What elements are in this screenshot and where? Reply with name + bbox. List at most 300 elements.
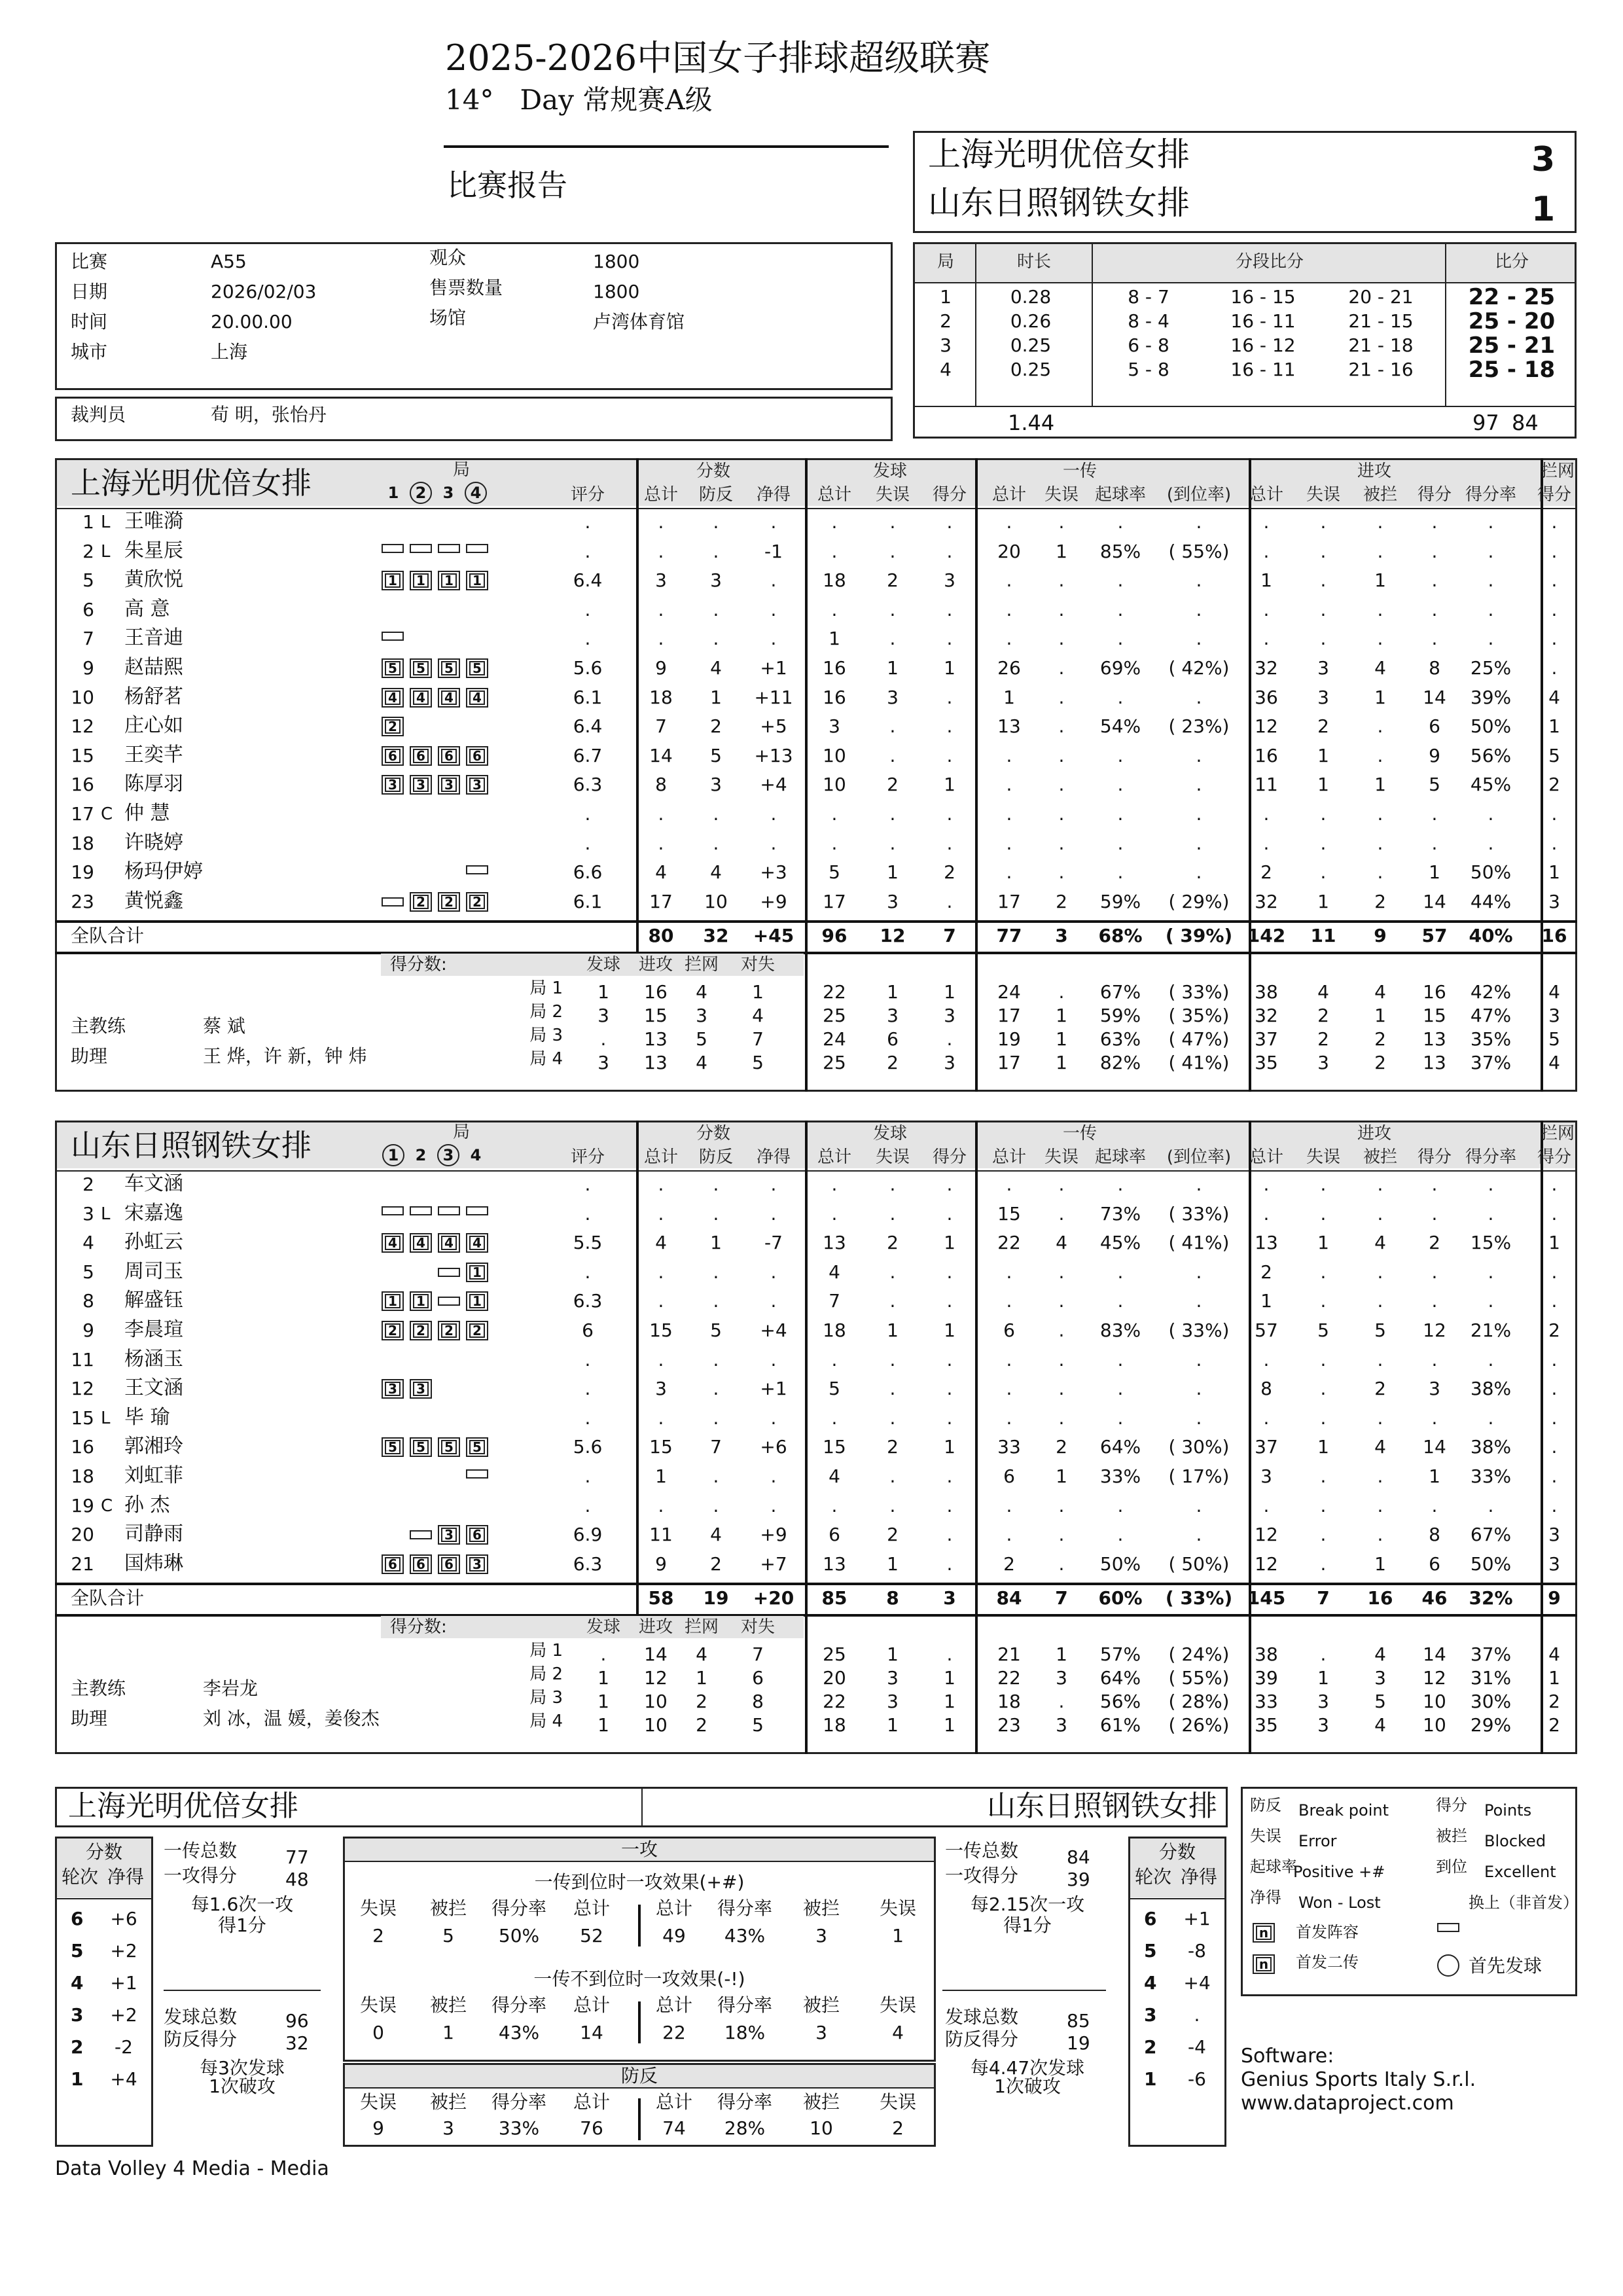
player-stat: .	[889, 715, 896, 738]
player-stat: .	[658, 1261, 664, 1283]
points-col-header: 发球	[586, 955, 620, 975]
player-stat: 1	[944, 774, 955, 796]
set-stat-value: 4	[1317, 981, 1329, 1003]
rotation-title: 分数	[85, 1841, 122, 1863]
player-stat: 8	[1429, 1524, 1440, 1546]
column-subheader: 失误	[875, 485, 910, 505]
player-role: L	[101, 1204, 111, 1224]
player-stat: 2	[1260, 1261, 1272, 1283]
player-stat: 6	[1003, 1465, 1015, 1487]
player-stat: 2	[1317, 715, 1329, 738]
player-set-entries	[382, 1204, 494, 1217]
player-stat: 1	[1317, 774, 1329, 796]
player-stat: .	[1431, 1202, 1438, 1225]
player-number: 3	[82, 1202, 94, 1225]
player-stat: 1	[887, 1319, 899, 1341]
team-total-stat: 145	[1247, 1587, 1286, 1609]
starting-position-mark: 1	[466, 1263, 488, 1282]
negative-reception-title: 一传不到位时一攻效果(-!)	[533, 1968, 745, 1990]
player-number: 12	[71, 1378, 94, 1400]
player-stat: .	[1551, 1290, 1558, 1312]
player-stat: 44%	[1470, 890, 1512, 912]
rotation-number: 6	[1144, 1908, 1157, 1929]
player-stat: .	[1058, 1174, 1065, 1195]
player-stat: 3	[1548, 890, 1560, 912]
set-stat-value: 1	[887, 981, 899, 1003]
player-stat: .	[1117, 861, 1124, 884]
starting-position-mark: 2	[438, 1321, 460, 1340]
player-stat: .	[1058, 744, 1065, 766]
player-number: 15	[71, 744, 94, 766]
player-stat: .	[1377, 628, 1383, 650]
team-total-stat: 84	[996, 1587, 1022, 1609]
player-stat: .	[1377, 511, 1383, 533]
player-stat: .	[658, 598, 664, 620]
player-stat: .	[1196, 511, 1202, 533]
assistant-names: 王 烨，许 新，钟 炜	[203, 1045, 367, 1067]
starting-position-mark: 1	[410, 571, 432, 590]
player-stat: 5	[1317, 1319, 1329, 1341]
set-stat-value: 18	[997, 1691, 1021, 1713]
player-name: 孙 杰	[124, 1493, 170, 1516]
set-stat-value: 3	[887, 1667, 899, 1689]
column-subheader: 失误	[1044, 485, 1079, 505]
player-name: 陈厚羽	[124, 772, 183, 796]
column-subheader: 失误	[875, 1147, 910, 1167]
assistant-label: 助理	[71, 1708, 108, 1730]
player-stat: ( 30%)	[1168, 1436, 1230, 1458]
player-stat: 26	[997, 657, 1021, 679]
player-stat: .	[1058, 657, 1065, 679]
player-stat: 1	[887, 1552, 899, 1575]
player-stat: .	[584, 1202, 591, 1225]
player-stat: 1	[1429, 1465, 1440, 1487]
player-stat: 8	[655, 774, 667, 796]
coach-name: 李岩龙	[203, 1677, 259, 1700]
team-total-stat: 32%	[1469, 1587, 1513, 1609]
match-info-value: 20.00.00	[211, 311, 293, 332]
player-stat: .	[584, 1174, 591, 1195]
starting-position-mark: 2	[410, 1321, 432, 1340]
player-number: 19	[71, 1494, 94, 1516]
player-stat: .	[584, 1407, 591, 1429]
starting-position-mark: 6	[466, 1525, 488, 1545]
set-stat-value: 24	[823, 1028, 846, 1050]
player-stat: .	[1320, 1378, 1327, 1400]
player-stat: 18	[823, 569, 846, 592]
points-col-header: 对失	[740, 1617, 775, 1638]
substitute-mark	[410, 1206, 432, 1215]
player-stat: .	[1320, 1524, 1327, 1546]
set-stat-value: ( 28%)	[1168, 1691, 1230, 1713]
player-stat: 20	[997, 540, 1021, 562]
player-stat: .	[946, 628, 953, 650]
player-number: 4	[82, 1232, 94, 1254]
legend-abbr: 失误	[1250, 1827, 1281, 1845]
player-name: 孙虹云	[124, 1230, 183, 1254]
player-stat: 38%	[1470, 1378, 1512, 1400]
player-stat: .	[889, 511, 896, 533]
substitute-mark	[382, 897, 404, 906]
player-stat: -1	[764, 540, 783, 562]
player-name: 杨玛伊婷	[124, 860, 203, 884]
player-stat: .	[1320, 540, 1327, 562]
home-break-points-label: 防反得分	[164, 2028, 238, 2050]
player-stat: .	[831, 540, 838, 562]
set-stat-value: 4	[1374, 1643, 1386, 1666]
negative-attack-value: 22	[662, 2022, 686, 2043]
set-partial-1: 6 - 8	[1128, 334, 1169, 356]
player-stat: .	[1488, 1261, 1494, 1283]
player-stat: 1	[1548, 1232, 1560, 1254]
player-stat: 59%	[1099, 890, 1141, 912]
player-stat: 11	[649, 1524, 673, 1546]
player-stat: 3	[1260, 1465, 1272, 1487]
player-stat: 85%	[1099, 540, 1141, 562]
rotation-title: 分数	[1158, 1841, 1196, 1863]
player-stat: .	[946, 540, 953, 562]
player-stat: .	[1117, 774, 1124, 796]
player-stat: .	[889, 1378, 896, 1400]
player-stat: 14	[1423, 686, 1446, 708]
player-name: 黄欣悦	[124, 568, 183, 592]
player-stat: 6.1	[573, 890, 603, 912]
player-stat: 3	[710, 774, 722, 796]
player-number: 19	[71, 861, 94, 884]
rotation-number: 2	[1144, 2036, 1157, 2058]
player-stat: .	[770, 832, 777, 854]
player-stat: .	[713, 1290, 719, 1312]
player-stat: .	[946, 1348, 953, 1371]
player-stat: 3	[887, 686, 899, 708]
match-info-value: A55	[211, 251, 247, 272]
set-partial-2: 16 - 12	[1230, 334, 1296, 356]
player-number: 23	[71, 890, 94, 912]
set-stat-value: .	[1058, 1691, 1065, 1713]
player-stat: .	[658, 803, 664, 825]
sets-table-header: 分段比分	[1235, 252, 1304, 272]
legend-desc: Error	[1298, 1832, 1337, 1850]
player-stat: .	[1196, 1261, 1202, 1283]
scoreboard-home-name: 上海光明优倍女排	[928, 135, 1190, 173]
player-name: 毕 瑜	[124, 1405, 170, 1429]
set-stat-value: 42%	[1470, 981, 1512, 1003]
player-stat: 2	[944, 861, 955, 884]
player-stat: 1	[1548, 715, 1560, 738]
player-stat: 4	[1374, 657, 1386, 679]
player-stat: 3	[655, 1378, 667, 1400]
player-stat: 12	[1255, 715, 1278, 738]
mid-col-header: 总计	[573, 1897, 610, 1919]
player-stat: .	[584, 628, 591, 650]
player-stat: .	[1006, 832, 1012, 854]
player-stat: 11	[1255, 774, 1278, 796]
set-points-value: 13	[644, 1028, 668, 1050]
player-stat: .	[1058, 1261, 1065, 1283]
home-rec-total-label: 一传总数	[164, 1840, 238, 1861]
header-rule	[444, 145, 889, 148]
software-url: www.dataproject.com	[1241, 2092, 1454, 2115]
player-stat: .	[770, 1174, 777, 1195]
column-subheader: 评分	[570, 485, 605, 505]
player-stat: .	[1551, 628, 1558, 650]
player-stat: .	[946, 803, 953, 825]
player-stat: 15	[997, 1202, 1021, 1225]
set-points-value: 5	[752, 1052, 764, 1074]
defense-value: 76	[580, 2117, 603, 2139]
home-rec-total: 77	[285, 1846, 309, 1868]
player-stat: .	[1117, 744, 1124, 766]
player-stat: .	[1263, 540, 1270, 562]
player-stat: .	[1117, 1407, 1124, 1429]
player-stat: 50%	[1470, 861, 1512, 884]
player-stat: 73%	[1099, 1202, 1141, 1225]
player-number: 21	[71, 1552, 94, 1575]
player-set-entries	[382, 1379, 438, 1399]
starting-position-mark: 4	[466, 688, 488, 708]
player-stat: .	[1551, 657, 1558, 679]
player-stat: .	[946, 1465, 953, 1487]
player-stat: .	[1377, 744, 1383, 766]
player-stat: 2	[1260, 861, 1272, 884]
starting-position-mark: 1	[382, 1291, 404, 1311]
player-stat: 6	[1429, 1552, 1440, 1575]
column-group-header: 进攻	[1357, 461, 1391, 481]
player-stat: .	[1117, 1290, 1124, 1312]
negative-attack-value: 0	[372, 2022, 384, 2043]
rotation-number: 6	[71, 1908, 84, 1929]
rotation-col-label: 轮次	[1135, 1866, 1172, 1888]
player-stat: 69%	[1099, 657, 1141, 679]
player-stat: 6.3	[573, 1552, 603, 1575]
team-total-stat: 12	[880, 925, 906, 947]
player-stat: 1	[1260, 1290, 1272, 1312]
player-name: 郭湘玲	[124, 1435, 183, 1458]
team-total-stat: 32	[703, 925, 729, 947]
set-stat-value: 1	[944, 981, 955, 1003]
bottom-home-name: 上海光明优倍女排	[68, 1789, 298, 1823]
player-stat: .	[1320, 803, 1327, 825]
player-stat: 5	[710, 744, 722, 766]
substitute-mark	[438, 1206, 460, 1215]
player-number: 18	[71, 1465, 94, 1487]
player-stat: .	[1196, 1290, 1202, 1312]
set-points-value: 13	[644, 1052, 668, 1074]
player-stat: 45%	[1099, 1232, 1141, 1254]
player-set-entries	[382, 1467, 494, 1479]
rotation-net: +4	[1183, 1972, 1211, 1994]
player-stat: 2	[1429, 1232, 1440, 1254]
player-name: 朱星辰	[124, 539, 183, 562]
substitute-mark	[438, 1268, 460, 1277]
player-stat: .	[713, 1465, 719, 1487]
set-partial-2: 16 - 11	[1230, 359, 1296, 380]
player-stat: 1	[1260, 569, 1272, 592]
player-stat: 15	[649, 1319, 673, 1341]
home-attack-ratio-2: 得1分	[218, 1914, 266, 1936]
player-stat: 18	[649, 686, 673, 708]
player-stat: .	[713, 1494, 719, 1516]
player-stat: 7	[655, 715, 667, 738]
player-stat: 1	[655, 1465, 667, 1487]
starting-position-mark: 6	[466, 746, 488, 766]
player-stat: .	[1196, 803, 1202, 825]
player-role: L	[101, 1408, 111, 1428]
set-stat-value: 39	[1255, 1667, 1278, 1689]
round-label: 14° Day 常规赛A级	[445, 84, 713, 116]
team-total-stat: 58	[648, 1587, 674, 1609]
player-stat: 2	[1056, 890, 1067, 912]
player-stat: .	[770, 803, 777, 825]
player-stat: 2	[887, 1232, 899, 1254]
player-stat: 33%	[1099, 1465, 1141, 1487]
team-total-stat: 3	[943, 1587, 956, 1609]
defense-value: 3	[442, 2117, 454, 2139]
player-stat: .	[1320, 1348, 1327, 1371]
player-stat: .	[1058, 1202, 1065, 1225]
player-stat: .	[1377, 1494, 1383, 1516]
player-stat: .	[831, 598, 838, 620]
away-serve-total: 85	[1067, 2010, 1090, 2032]
player-stat: 17	[649, 890, 673, 912]
set-stat-value: 3	[1056, 1667, 1067, 1689]
substitute-mark	[466, 1206, 488, 1215]
set-stat-value: 10	[1423, 1714, 1446, 1736]
player-stat: 12	[1255, 1552, 1278, 1575]
player-stat: .	[1431, 628, 1438, 650]
player-stat: 1	[1317, 1232, 1329, 1254]
away-attack-points-label: 一攻得分	[945, 1865, 1019, 1886]
team-total-stat: 46	[1421, 1587, 1448, 1609]
set-stat-value: 13	[1423, 1028, 1446, 1050]
player-stat: .	[1196, 1524, 1202, 1546]
league-title: 2025-2026中国女子排球超级联赛	[445, 37, 991, 79]
player-stat: .	[1263, 1174, 1270, 1195]
player-name: 许晓婷	[124, 831, 183, 854]
player-stat: 6.4	[573, 569, 603, 592]
set-stat-value: ( 26%)	[1168, 1714, 1230, 1736]
points-col-header: 对失	[740, 955, 775, 975]
player-stat: .	[946, 598, 953, 620]
set-number: 4	[940, 359, 952, 380]
mid-col-header: 被拦	[802, 2091, 840, 2113]
player-stat: 7	[829, 1290, 840, 1312]
set-header: 局	[452, 460, 470, 480]
player-stat: .	[1488, 1202, 1494, 1225]
starting-position-mark: 6	[438, 1554, 460, 1574]
home-serve-ratio: 每3次发球	[200, 2057, 285, 2079]
starting-position-mark: 2	[438, 892, 460, 912]
player-stat: 6	[1003, 1319, 1015, 1341]
player-stat: .	[1377, 861, 1383, 884]
mid-col-header: 被拦	[802, 1897, 840, 1919]
player-stat: .	[1488, 569, 1494, 592]
set-points-value: 14	[644, 1643, 668, 1666]
team-total-stat: 40%	[1469, 925, 1513, 947]
team-total-label: 全队合计	[71, 925, 145, 947]
starting-position-mark: 6	[438, 746, 460, 766]
set-stat-value: 2	[1317, 1005, 1329, 1027]
set-stat-value: 38	[1255, 1643, 1278, 1666]
set-stat-value: 61%	[1099, 1714, 1141, 1736]
player-number: 7	[82, 628, 94, 650]
match-info-box	[55, 242, 893, 390]
player-set-entries	[382, 717, 410, 736]
match-info-label: 时间	[71, 311, 108, 332]
set-label: 局 3	[529, 1688, 563, 1708]
player-stat: .	[889, 540, 896, 562]
column-subheader: 评分	[570, 1147, 605, 1167]
player-stat: .	[1058, 1524, 1065, 1546]
player-stat: 4	[1374, 1436, 1386, 1458]
positive-attack-value: 50%	[498, 1925, 540, 1946]
player-stat: 17	[823, 890, 846, 912]
match-info-label: 观众	[429, 247, 467, 268]
player-stat: 2	[1548, 774, 1560, 796]
set-stat-value: 1	[1056, 1643, 1067, 1666]
starting-position-mark: 3	[466, 775, 488, 795]
set-stat-value: 35%	[1470, 1028, 1512, 1050]
starting-position-mark: 2	[466, 1321, 488, 1340]
referee-names: 荀 明，张怡丹	[211, 404, 327, 425]
set-stat-value: 4	[1548, 981, 1560, 1003]
player-name: 刘虹菲	[124, 1464, 183, 1487]
points-by-set-label: 得分数:	[390, 1617, 447, 1638]
rotation-col-label: 轮次	[62, 1866, 99, 1888]
points-col-header: 进攻	[638, 955, 673, 975]
player-stat: .	[889, 1407, 896, 1429]
column-subheader: 起球率	[1094, 1147, 1146, 1167]
player-stat: 3	[1429, 1378, 1440, 1400]
set-stat-value: 22	[823, 1691, 846, 1713]
player-stat: .	[1058, 1407, 1065, 1429]
set-points-value: 10	[644, 1714, 668, 1736]
set-stat-value: 22	[997, 1667, 1021, 1689]
set-stat-value: 47%	[1470, 1005, 1512, 1027]
player-stat: .	[1196, 598, 1202, 620]
set-mark: 4	[470, 1146, 482, 1164]
set-stat-value: .	[946, 1028, 953, 1050]
set-stat-value: 2	[1374, 1052, 1386, 1074]
player-stat: .	[1263, 628, 1270, 650]
set-stat-value: 63%	[1099, 1028, 1141, 1050]
player-stat: .	[1431, 1174, 1438, 1195]
set-stat-value: 37%	[1470, 1052, 1512, 1074]
player-stat: 2	[1548, 1319, 1560, 1341]
player-stat: .	[1488, 1174, 1494, 1195]
set-stat-value: 2	[1548, 1691, 1560, 1713]
player-stat: .	[1117, 1174, 1124, 1195]
player-stat: .	[1058, 1552, 1065, 1575]
home-set-marks	[382, 482, 492, 504]
set-duration: 0.25	[1010, 359, 1052, 380]
player-number: 15	[71, 1407, 94, 1429]
player-stat: .	[1320, 569, 1327, 592]
mid-col-header: 总计	[655, 1994, 692, 2016]
player-stat: 5.5	[573, 1232, 603, 1254]
player-stat: 64%	[1099, 1436, 1141, 1458]
set-stat-value: 20	[823, 1667, 846, 1689]
player-stat: .	[1377, 1202, 1383, 1225]
mid-col-header: 失误	[359, 2091, 397, 2113]
mid-col-header: 总计	[573, 1994, 610, 2016]
starting-position-mark: 2	[410, 892, 432, 912]
player-stat: .	[1551, 1465, 1558, 1487]
player-stat: .	[1058, 774, 1065, 796]
substitute-mark	[382, 544, 404, 553]
player-stat: .	[770, 1261, 777, 1283]
starting-position-mark: 1	[466, 571, 488, 590]
